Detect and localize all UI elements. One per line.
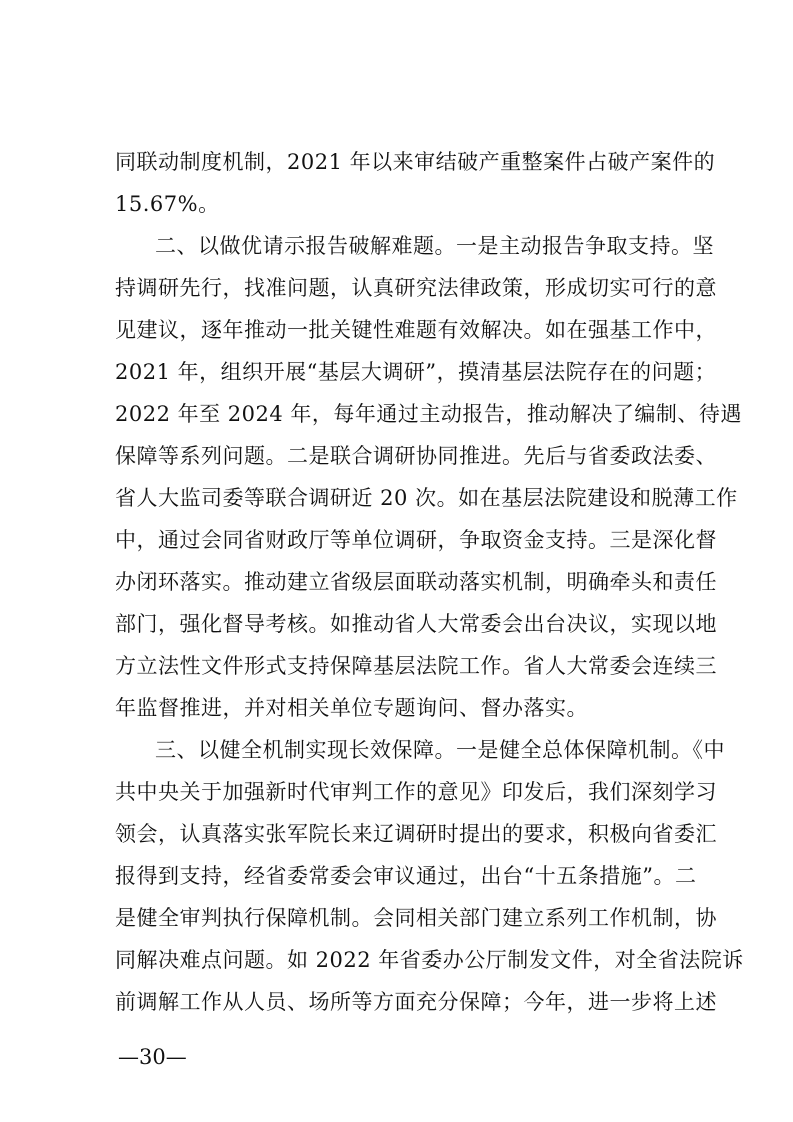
text-line-7: 2022 年至 2024 年，每年通过主动报告，推动解决了编制、待遇 [115,402,742,426]
text-line-20: 同解决难点问题。如 2022 年省委办公厅制发文件，对全省法院诉 [115,948,744,972]
text-line-17: 领会，认真落实张军院长来辽调研时提出的要求，积极向省委汇 [115,822,717,846]
text-line-14: 年监督推进，并对相关单位专题询问、督办落实。 [115,696,588,720]
text-line-6: 2021 年，组织开展“基层大调研”，摸清基层法院存在的问题； [115,360,717,384]
text-line-11: 办闭环落实。推动建立省级层面联动落实机制，明确牵头和责任 [115,570,717,594]
text-line-21: 前调解工作从人员、场所等方面充分保障；今年，进一步将上述 [115,990,717,1014]
page-number: —30— [118,1045,187,1069]
text-line-1: 同联动制度机制，2021 年以来审结破产重整案件占破产案件的 [115,150,716,174]
text-line-3: 二、以做优请示报告破解难题。一是主动报告争取支持。坚 [155,234,714,258]
text-line-12: 部门，强化督导考核。如推动省人大常委会出台决议，实现以地 [115,612,717,636]
text-line-9: 省人大监司委等联合调研近 20 次。如在基层法院建设和脱薄工作 [115,486,738,510]
text-line-18: 报得到支持，经省委常委会审议通过，出台“十五条措施”。二 [115,864,697,888]
text-line-10: 中，通过会同省财政厅等单位调研，争取资金支持。三是深化督 [115,528,717,552]
text-line-5: 见建议，逐年推动一批关键性难题有效解决。如在强基工作中， [115,318,717,342]
text-line-4: 持调研先行，找准问题，认真研究法律政策，形成切实可行的意 [115,276,717,300]
text-line-19: 是健全审判执行保障机制。会同相关部门建立系列工作机制，协 [115,906,717,930]
text-line-13: 方立法性文件形式支持保障基层法院工作。省人大常委会连续三 [115,654,717,678]
text-line-8: 保障等系列问题。二是联合调研协同推进。先后与省委政法委、 [115,444,717,468]
text-line-16: 共中央关于加强新时代审判工作的意见》印发后，我们深刻学习 [115,780,717,804]
text-line-2: 15.67%。 [115,192,220,216]
text-line-15: 三、以健全机制实现长效保障。一是健全总体保障机制。《中 [155,738,725,762]
